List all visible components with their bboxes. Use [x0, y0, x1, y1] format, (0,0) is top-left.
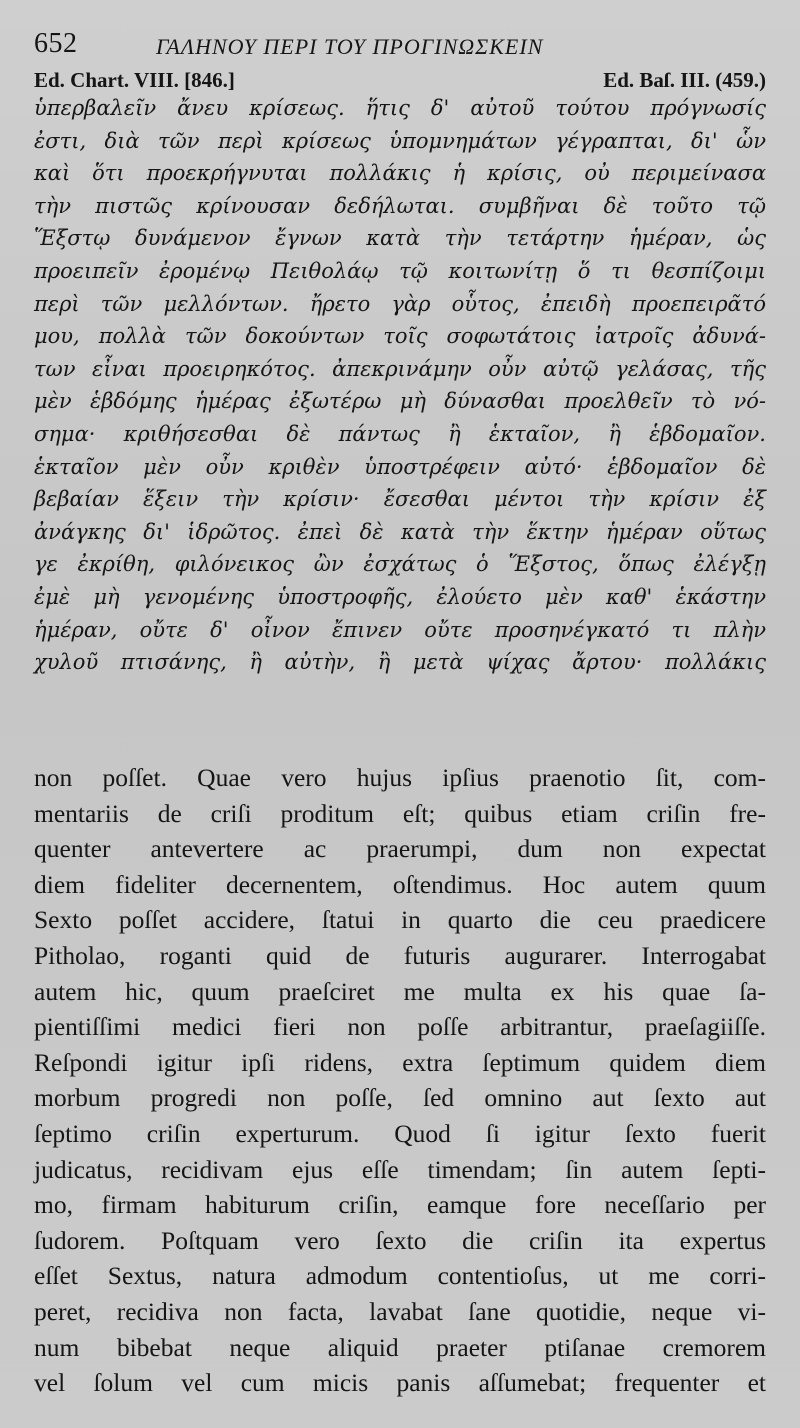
- greek-line: μὲν ἑβδόμης ἡμέρας ἐξωτέρω μὴ δύνασθαι προελθεῖν τὸ νό-: [34, 389, 766, 414]
- greek-line: ἀνάγκης δι' ἱδρῶτος. ἐπεὶ δὲ κατὰ τὴν ἕκτην ἡμέραν οὕτως: [34, 519, 766, 544]
- latin-line: vel ſolum vel cum micis panis aſſumebat; frequenter et: [34, 1368, 766, 1398]
- latin-line: mo, firmam habiturum criſin, eamque fore neceſſario per: [34, 1190, 766, 1220]
- greek-line: καὶ ὅτι προεκρήγνυται πολλάκις ἡ κρίσις, οὐ περιμείνασα: [34, 161, 766, 186]
- latin-line: Sexto poſſet accidere, ſtatui in quarto die ceu praedicere: [34, 905, 766, 935]
- greek-text-block: [34, 92, 766, 679]
- greek-line: περὶ τῶν μελλόντων. ἤρετο γὰρ οὗτος, ἐπειδὴ προεπειρᾶτό: [34, 291, 766, 316]
- greek-line: ἡμέραν, οὔτε δ' οἶνον ἔπινεν οὔτε προσηνέγκατό τι πλὴν: [34, 617, 766, 642]
- greek-line: Ἕξστῳ δυνάμενον ἔγνων κατὰ τὴν τετάρτην ἡμέραν, ὡς: [34, 226, 766, 251]
- latin-line: ſudorem. Poſtquam vero ſexto die criſin ita expertus: [34, 1225, 766, 1255]
- latin-line: Reſpondi igitur ipſi ridens, extra ſeptimum quidem diem: [34, 1047, 766, 1077]
- greek-line: ὑπερβαλεῖν ἄνευ κρίσεως. ἥτις δ' αὐτοῦ τούτου πρόγνωσίς: [34, 96, 766, 120]
- greek-line: μου, πολλὰ τῶν δοκούντων τοῖς σοφωτάτοις ἰατροῖς ἀδυνά-: [34, 324, 766, 349]
- greek-line: ἐμὲ μὴ γενομένης ὑποστροφῆς, ἐλούετο μὲν καθ' ἑκάστην: [34, 584, 766, 609]
- page-header: [34, 28, 774, 64]
- latin-line: diem fideliter decernentem, oſtendimus. Hoc autem quum: [34, 869, 766, 899]
- edition-chartier: Ed. Chart. VIII. [846.]: [34, 68, 235, 92]
- latin-line: quenter antevertere ac praerumpi, dum non expectat: [34, 834, 766, 864]
- latin-line: pientiſſimi medici fieri non poſſe arbitrantur, praeſagiiſſe.: [34, 1012, 766, 1042]
- latin-line: autem hic, quum praeſciret me multa ex his quae ſa-: [34, 976, 766, 1006]
- latin-line: ſeptimo criſin experturum. Quod ſi igitur ſexto fuerit: [34, 1118, 766, 1148]
- edition-reference-line: [34, 68, 766, 92]
- greek-line: χυλοῦ πτισάνης, ἢ αὐτὴν, ἢ μετὰ ψίχας ἄρτου· πολλάκις: [34, 650, 766, 675]
- latin-line: peret, recidiva non facta, lavabat ſane quotidie, neque vi-: [34, 1296, 766, 1326]
- greek-line: τὴν πιστῶς κρίνουσαν δεδήλωται. συμβῆναι δὲ τοῦτο τῷ: [34, 193, 766, 218]
- greek-line: ἐστι, διὰ τῶν περὶ κρίσεως ὑπομνημάτων γέγραπται, δι' ὧν: [34, 128, 766, 153]
- greek-line: προειπεῖν ἐρομένῳ Πειθολάῳ τῷ κοιτωνίτῃ ὅ τι θεσπίζοιμι: [34, 258, 766, 283]
- greek-line: γε ἐκρίθη, φιλόνεικος ὢν ἐσχάτως ὁ Ἕξστος, ὅπως ἐλέγξῃ: [34, 552, 766, 577]
- latin-text-block: [34, 760, 766, 1401]
- page-number: 652: [34, 28, 78, 59]
- greek-line: σημα· κριθήσεσθαι δὲ πάντως ἢ ἑκταῖον, ἢ ἑβδομαῖον.: [34, 421, 766, 446]
- edition-basel: Ed. Baſ. III. (459.): [603, 68, 766, 92]
- latin-line: judicatus, recidivam ejus eſſe timendam; ſin autem ſepti-: [34, 1154, 766, 1184]
- latin-line: Pitholao, roganti quid de futuris augurarer. Interrogabat: [34, 940, 766, 970]
- running-title: ΓΑΛΗΝΟΥ ΠΕΡΙ ΤΟΥ ΠΡΟΓΙΝΩΣΚΕΙΝ: [156, 34, 544, 59]
- latin-line: num bibebat neque aliquid praeter ptiſanae cremorem: [34, 1332, 766, 1362]
- greek-line: ἑκταῖον μὲν οὖν κριθὲν ὑποστρέφειν αὐτό· ἑβδομαῖον δὲ: [34, 454, 766, 479]
- greek-line: των εἶναι προειρηκότος. ἀπεκρινάμην οὖν αὐτῷ γελάσας, τῆς: [34, 356, 766, 381]
- latin-line: mentariis de criſi proditum eſt; quibus etiam criſin fre-: [34, 798, 766, 828]
- latin-line: morbum progredi non poſſe, ſed omnino aut ſexto aut: [34, 1083, 766, 1113]
- greek-line: βεβαίαν ἕξειν τὴν κρίσιν· ἔσεσθαι μέντοι τὴν κρίσιν ἐξ: [34, 487, 766, 512]
- latin-line: non poſſet. Quae vero hujus ipſius praenotio ſit, com-: [34, 763, 766, 792]
- latin-line: eſſet Sextus, natura admodum contentioſus, ut me corri-: [34, 1261, 766, 1291]
